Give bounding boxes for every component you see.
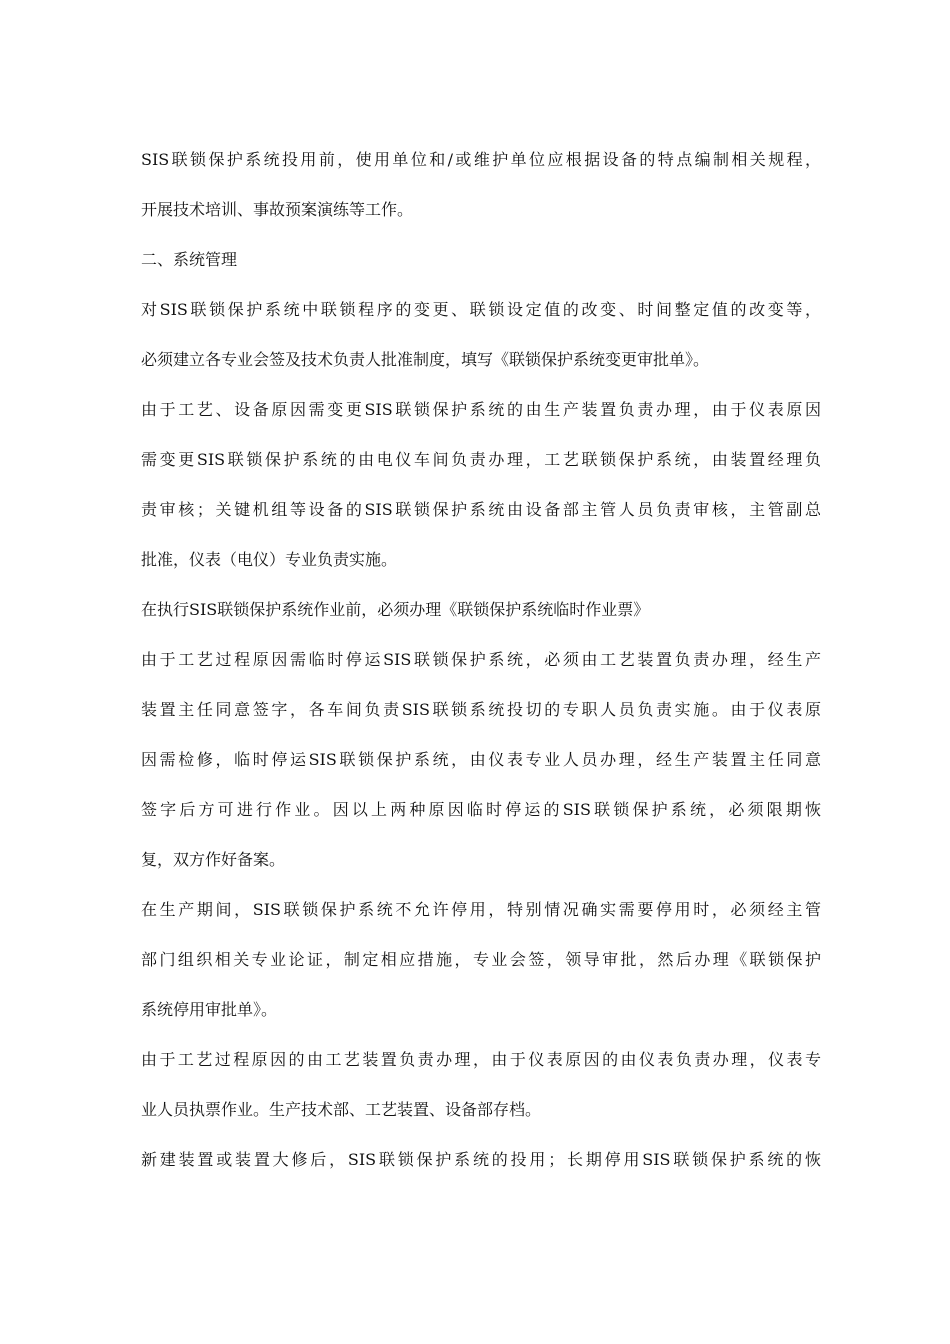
paragraph-line: 由于工艺过程原因需临时停运SIS联锁保护系统，必须由工艺装置负责办理，经生产 xyxy=(141,650,821,669)
paragraph xyxy=(141,135,821,235)
paragraph-line: 责审核；关键机组等设备的SIS联锁保护系统由设备部主管人员负责审核，主管副总 xyxy=(141,500,821,519)
paragraph xyxy=(141,585,821,635)
paragraph-line: 必须建立各专业会签及技术负责人批准制度，填写《联锁保护系统变更审批单》。 xyxy=(141,350,710,369)
paragraph-line: 由于工艺过程原因的由工艺装置负责办理，由于仪表原因的由仪表负责办理，仪表专 xyxy=(141,1050,821,1069)
paragraph-line: 对SIS联锁保护系统中联锁程序的变更、联锁设定值的改变、时间整定值的改变等， xyxy=(141,300,821,319)
paragraph-line: 系统停用审批单》。 xyxy=(141,1000,278,1019)
paragraph-line: 批准，仪表（电仪）专业负责实施。 xyxy=(141,550,398,569)
paragraph-line: 在生产期间，SIS联锁保护系统不允许停用，特别情况确实需要停用时，必须经主管 xyxy=(141,900,821,919)
paragraph-line: 新建装置或装置大修后，SIS联锁保护系统的投用；长期停用SIS联锁保护系统的恢 xyxy=(141,1150,821,1169)
paragraph xyxy=(141,885,821,1035)
paragraph-line: 业人员执票作业。生产技术部、工艺装置、设备部存档。 xyxy=(141,1100,542,1119)
paragraph-line: 由于工艺、设备原因需变更SIS联锁保护系统的由生产装置负责办理，由于仪表原因 xyxy=(141,400,821,419)
paragraph-line: 需变更SIS联锁保护系统的由电仪车间负责办理，工艺联锁保护系统，由装置经理负 xyxy=(141,450,821,469)
paragraph xyxy=(141,385,821,585)
paragraph xyxy=(141,1035,821,1135)
paragraph xyxy=(141,1135,821,1185)
paragraph-line: 在执行SIS联锁保护系统作业前，必须办理《联锁保护系统临时作业票》 xyxy=(141,600,650,619)
paragraph xyxy=(141,635,821,885)
paragraph-line: SIS联锁保护系统投用前，使用单位和/或维护单位应根据设备的特点编制相关规程， xyxy=(141,150,821,169)
section-heading xyxy=(141,235,821,285)
paragraph-line: 复，双方作好备案。 xyxy=(141,850,286,869)
paragraph-line: 签字后方可进行作业。因以上两种原因临时停运的SIS联锁保护系统，必须限期恢 xyxy=(141,800,821,819)
paragraph-line: 因需检修，临时停运SIS联锁保护系统，由仪表专业人员办理，经生产装置主任同意 xyxy=(141,750,821,769)
paragraph-line: 部门组织相关专业论证，制定相应措施，专业会签，领导审批，然后办理《联锁保护 xyxy=(141,950,821,969)
paragraph xyxy=(141,285,821,385)
paragraph-line: 开展技术培训、事故预案演练等工作。 xyxy=(141,200,414,219)
document-body xyxy=(141,135,821,1185)
section-heading-text: 二、系统管理 xyxy=(141,250,238,269)
paragraph-line: 装置主任同意签字，各车间负责SIS联锁系统投切的专职人员负责实施。由于仪表原 xyxy=(141,700,821,719)
